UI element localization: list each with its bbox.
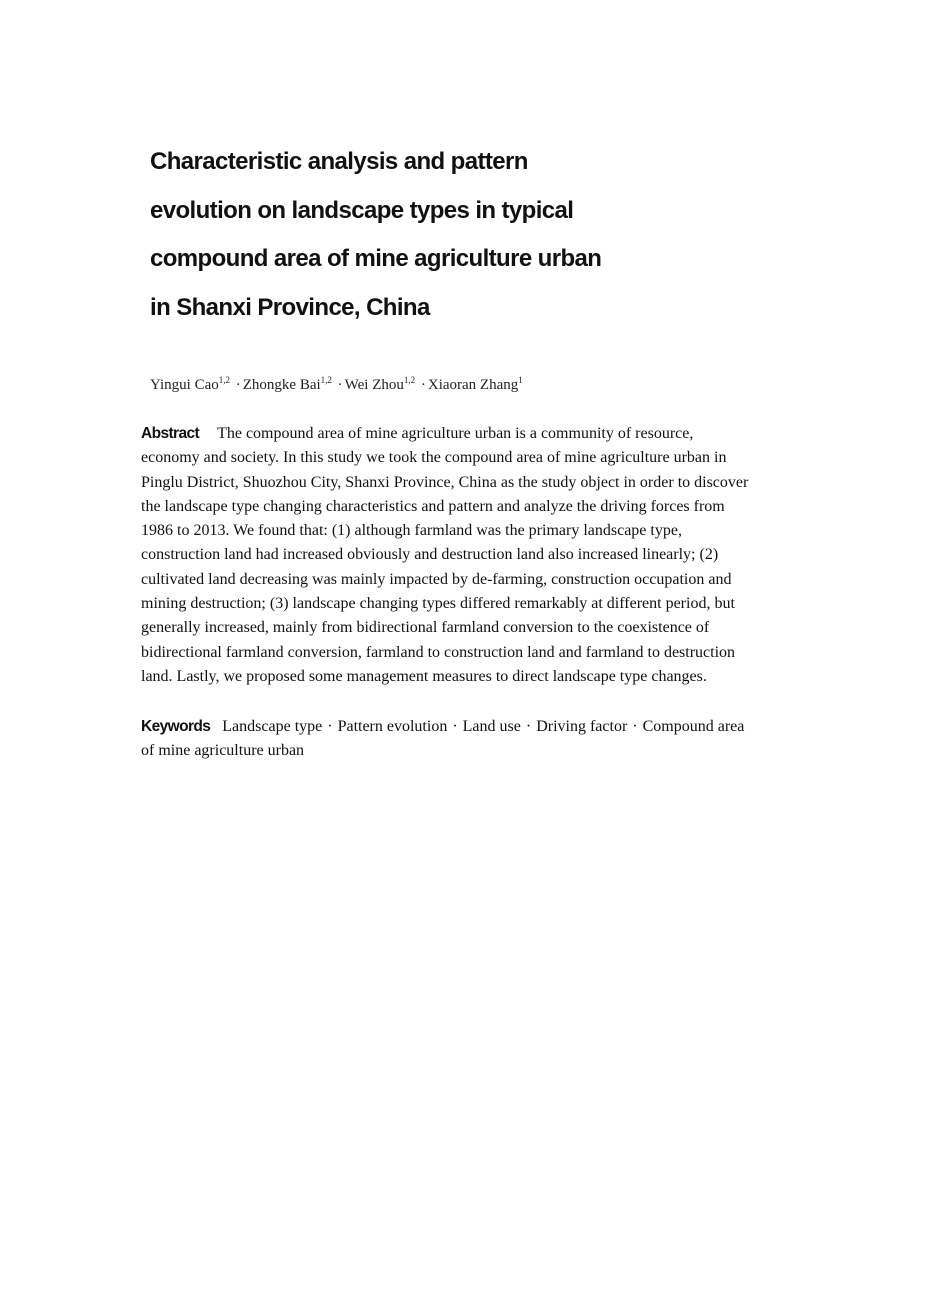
abstract-line: generally increased, mainly from bidirectional farmland conversion to the coexistence of: [141, 619, 710, 637]
author-affiliation: 1,2: [403, 375, 416, 385]
abstract-label: Abstract: [141, 425, 200, 442]
keyword-separator: ·: [632, 718, 638, 735]
title-line: Characteristic analysis and pattern: [150, 148, 528, 175]
abstract-line: [141, 422, 801, 446]
keywords-section: [141, 715, 801, 764]
abstract-line: construction land had increased obviously and destruction land also increased linearly; (2): [141, 546, 719, 564]
paper-title: [150, 138, 770, 332]
keyword: Compound area: [642, 718, 745, 735]
author-separator: ·: [337, 377, 343, 393]
keyword: Driving factor: [536, 718, 628, 735]
keyword-separator: ·: [327, 718, 333, 735]
keywords-label: Keywords: [141, 718, 211, 735]
abstract-line: economy and society. In this study we took the compound area of mine agriculture urban in: [141, 449, 727, 467]
title-line: evolution on landscape types in typical: [150, 196, 574, 224]
author-name: Yingui Cao: [150, 377, 219, 393]
title-line: in Shanxi Province, China: [150, 293, 430, 321]
abstract-line: mining destruction; (3) landscape changing types differed remarkably at different period, but: [141, 595, 735, 613]
abstract-line: land. Lastly, we proposed some management measures to direct landscape type changes.: [141, 667, 707, 685]
author-name: Xiaoran Zhang: [427, 377, 519, 393]
abstract-line: cultivated land decreasing was mainly impacted by de-farming, construction occupation and: [141, 570, 732, 588]
keyword: Land use: [462, 718, 521, 735]
keyword: Pattern evolution: [337, 718, 448, 735]
abstract-line: Pinglu District, Shuozhou City, Shanxi Province, China as the study object in order to discover: [141, 473, 749, 491]
author-name: Wei Zhou: [344, 377, 404, 393]
abstract-line: 1986 to 2013. We found that: (1) although farmland was the primary landscape type,: [141, 522, 682, 540]
keyword-separator: ·: [525, 718, 532, 735]
keyword: Landscape type: [222, 718, 323, 735]
author-name: Zhongke Bai: [242, 377, 321, 393]
keyword-separator: ·: [452, 718, 458, 735]
abstract-text: The compound area of mine agriculture urban is a community of resource,: [217, 425, 694, 442]
title-line: compound area of mine agriculture urban: [150, 245, 602, 272]
author-separator: ·: [235, 377, 241, 393]
author-separator: ·: [420, 377, 426, 393]
author-list: [150, 375, 523, 395]
author-affiliation: 1,2: [218, 375, 231, 385]
abstract-section: [141, 422, 801, 689]
keywords-line: [141, 715, 801, 739]
abstract-line: bidirectional farmland conversion, farmland to construction land and farmland to destruction: [141, 643, 736, 661]
author-affiliation: 1,2: [320, 375, 332, 385]
abstract-line: the landscape type changing characteristics and pattern and analyze the driving forces from: [141, 497, 725, 515]
author-affiliation: 1: [518, 375, 523, 385]
keywords-line: of mine agriculture urban: [141, 742, 305, 760]
